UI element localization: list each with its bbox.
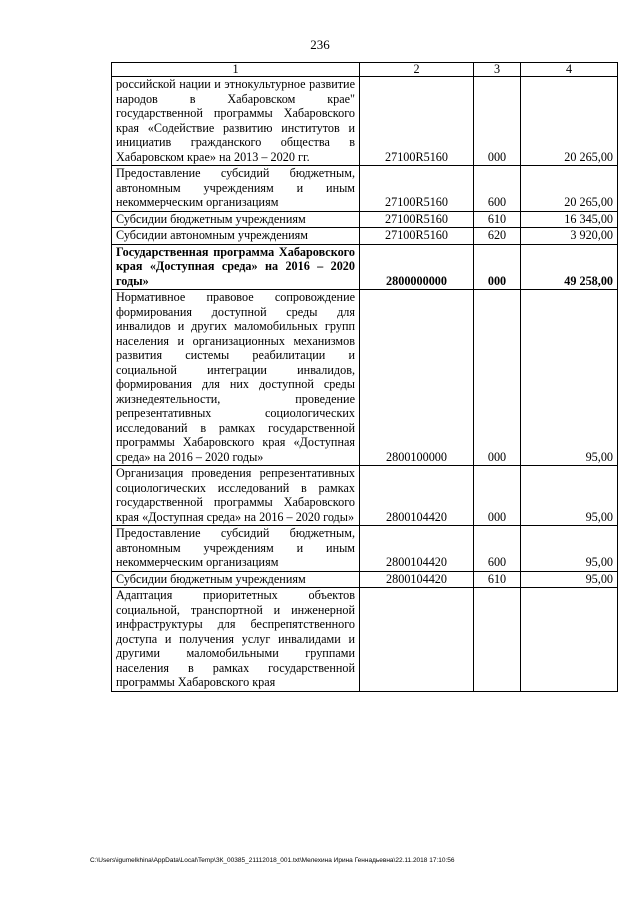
table-row (112, 571, 618, 588)
expense-type-cell: 000 (474, 466, 521, 526)
row-name-cell: российской нации и этнокультурное развитие народов в Хабаровском крае" государственной программы Хабаровского края «Содействие развитию институтов и инициатив гражданского общества в Хабаровском крае» на 2013 – 2020 гг. (112, 77, 360, 166)
expense-type-cell: 000 (474, 244, 521, 290)
row-name-cell: Предоставление субсидий бюджетным, автономным учреждениям и иным некоммерческим организациям (112, 166, 360, 212)
file-path-footer: C:\Users\igumelkhina\AppData\Local\Temp\ЗК_00385_21112018_001.txt\Мелехина Ирина Геннадьевна\22.11.2018 17:10:56 (90, 857, 455, 864)
table-body (112, 63, 618, 692)
expense-type-cell (474, 588, 521, 692)
row-name-cell: Субсидии бюджетным учреждениям (112, 211, 360, 228)
expense-type-cell: 610 (474, 571, 521, 588)
amount-cell: 20 265,00 (521, 77, 618, 166)
column-header-1: 1 (112, 63, 360, 77)
amount-cell: 49 258,00 (521, 244, 618, 290)
column-header-2: 2 (360, 63, 474, 77)
target-code-cell: 2800000000 (360, 244, 474, 290)
column-header-3: 3 (474, 63, 521, 77)
table-row (112, 290, 618, 466)
column-header-4: 4 (521, 63, 618, 77)
table-row (112, 588, 618, 692)
row-name-cell: Субсидии бюджетным учреждениям (112, 571, 360, 588)
table-row (112, 526, 618, 572)
table-row (112, 244, 618, 290)
expense-type-cell: 600 (474, 166, 521, 212)
target-code-cell: 27100R5160 (360, 166, 474, 212)
row-name-cell: Субсидии автономным учреждениям (112, 228, 360, 245)
expense-type-cell: 000 (474, 290, 521, 466)
amount-cell: 95,00 (521, 466, 618, 526)
expense-type-cell: 600 (474, 526, 521, 572)
row-name-cell: Нормативное правовое сопровождение формирования доступной среды для инвалидов и других маломобильных групп населения и организационных механизмов развития системы реабилитации и социальной интеграции инвалидов, формирования для них доступной среды жизнедеятельности, проведение репрезентативных социологических исследований в рамках государственной программы Хабаровского края «Доступная среда» на 2016 – 2020 годы» (112, 290, 360, 466)
row-name-cell: Государственная программа Хабаровского края «Доступная среда» на 2016 – 2020 годы» (112, 244, 360, 290)
amount-cell: 95,00 (521, 571, 618, 588)
amount-cell: 3 920,00 (521, 228, 618, 245)
target-code-cell: 27100R5160 (360, 211, 474, 228)
target-code-cell: 2800104420 (360, 526, 474, 572)
row-name-cell: Организация проведения репрезентативных социологических исследований в рамках государственной программы Хабаровского края «Доступная среда» на 2016 – 2020 годы» (112, 466, 360, 526)
table-row (112, 166, 618, 212)
amount-cell (521, 588, 618, 692)
target-code-cell (360, 588, 474, 692)
amount-cell: 20 265,00 (521, 166, 618, 212)
budget-table (111, 62, 618, 692)
target-code-cell: 2800104420 (360, 466, 474, 526)
amount-cell: 95,00 (521, 290, 618, 466)
amount-cell: 95,00 (521, 526, 618, 572)
amount-cell: 16 345,00 (521, 211, 618, 228)
target-code-cell: 2800104420 (360, 571, 474, 588)
target-code-cell: 27100R5160 (360, 77, 474, 166)
expense-type-cell: 620 (474, 228, 521, 245)
table-row (112, 77, 618, 166)
table-header-row (112, 63, 618, 77)
row-name-cell: Предоставление субсидий бюджетным, автономным учреждениям и иным некоммерческим организациям (112, 526, 360, 572)
table-row (112, 466, 618, 526)
target-code-cell: 2800100000 (360, 290, 474, 466)
expense-type-cell: 610 (474, 211, 521, 228)
page-number: 236 (310, 37, 330, 52)
table-row (112, 228, 618, 245)
target-code-cell: 27100R5160 (360, 228, 474, 245)
expense-type-cell: 000 (474, 77, 521, 166)
table-row (112, 211, 618, 228)
row-name-cell: Адаптация приоритетных объектов социальной, транспортной и инженерной инфраструктуры для беспрепятственного доступа и получения услуг инвалидами и другими маломобильными группами населения в рамках государственной программы Хабаровского края (112, 588, 360, 692)
